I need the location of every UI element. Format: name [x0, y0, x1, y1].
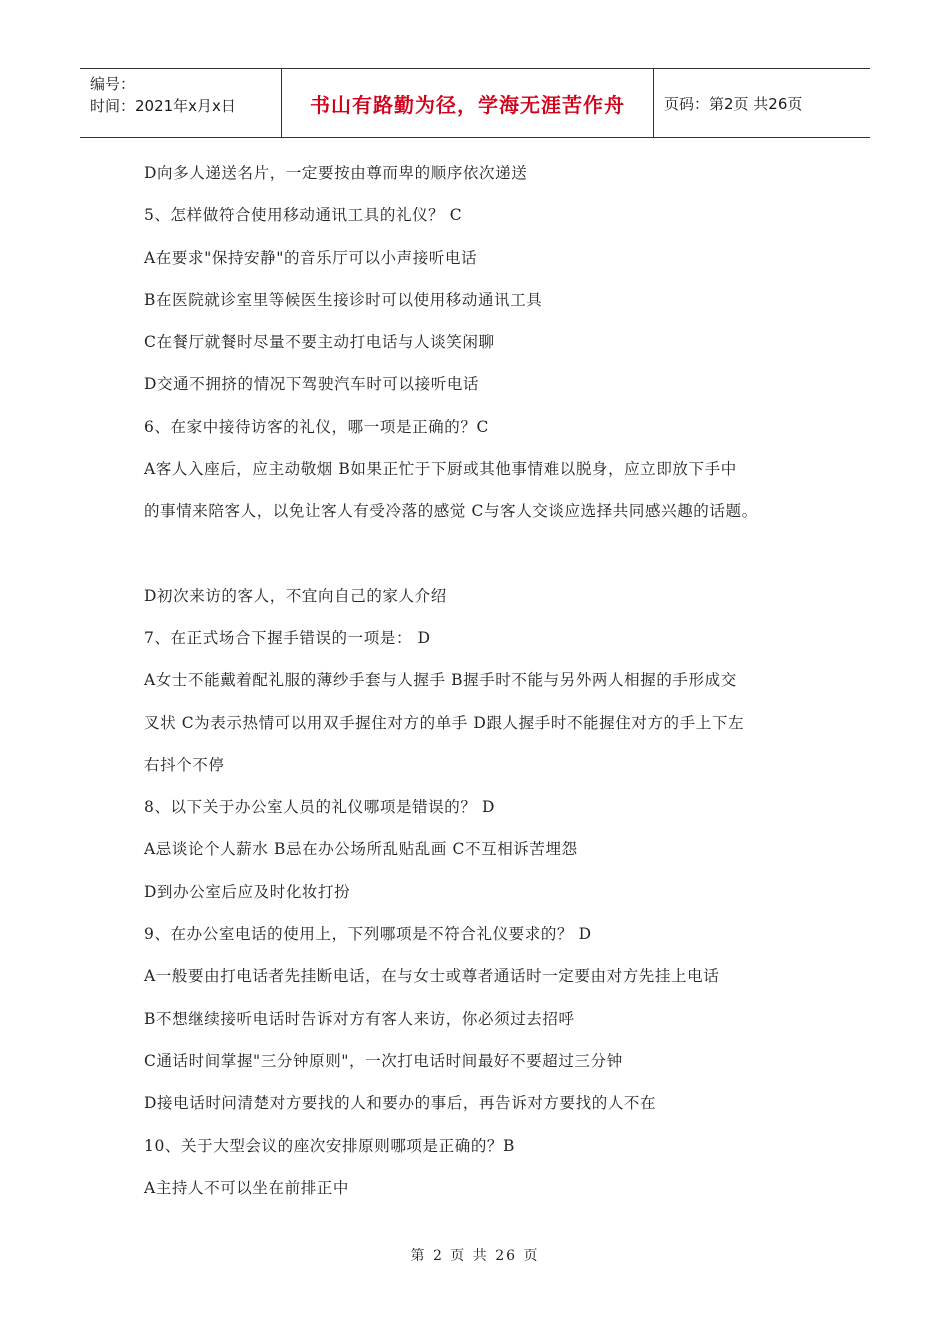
page-header [80, 68, 870, 138]
text-line: C通话时间掌握"三分钟原则"，一次打电话时间最好不要超过三分钟 [144, 1051, 623, 1070]
header-page-info-cell [654, 69, 870, 137]
document-body [144, 152, 824, 1209]
text-line: A主持人不可以坐在前排正中 [144, 1178, 349, 1197]
page-footer: 第 2 页 共 26 页 [410, 1248, 540, 1264]
text-line: A忌谈论个人薪水 B忌在办公场所乱贴乱画 C不互相诉苦埋怨 [144, 840, 578, 859]
time-label: 时间：2021年x月x日 [90, 97, 236, 115]
text-line: A在要求"保持安静"的音乐厅可以小声接听电话 [144, 248, 478, 267]
text-line: 叉状 C为表示热情可以用双手握住对方的单手 D跟人握手时不能握住对方的手上下左 [144, 713, 745, 732]
text-line: D交通不拥挤的情况下驾驶汽车时可以接听电话 [144, 375, 480, 394]
header-meta [80, 69, 282, 137]
text-line: A客人入座后，应主动敬烟 B如果正忙于下厨或其他事情难以脱身，应立即放下手中 [144, 460, 737, 479]
question-9: 9、在办公室电话的使用上，下列哪项是不符合礼仪要求的？ D [144, 925, 592, 944]
header-page-info: 页码：第2页 共26页 [664, 94, 803, 113]
text-line: B在医院就诊室里等候医生接诊时可以使用移动通讯工具 [144, 290, 543, 309]
question-5: 5、怎样做符合使用移动通讯工具的礼仪？ C [144, 206, 463, 225]
text-line: 右抖个不停 [144, 755, 225, 774]
text-line: D初次来访的客人，不宜向自己的家人介绍 [144, 586, 447, 605]
text-line: A一般要由打电话者先挂断电话，在与女士或尊者通话时一定要由对方先挂上电话 [144, 967, 720, 986]
text-line: 的事情来陪客人，以免让客人有受冷落的感觉 C与客人交谈应选择共同感兴趣的话题。 [144, 502, 758, 521]
text-line: C在餐厅就餐时尽量不要主动打电话与人谈笑闲聊 [144, 333, 495, 352]
text-line: B不想继续接听电话时告诉对方有客人来访，你必须过去招呼 [144, 1009, 575, 1028]
header-motto: 书山有路勤为径，学海无涯苦作舟 [310, 92, 625, 117]
header-motto-cell [282, 69, 654, 137]
text-line: D到办公室后应及时化妆打扮 [144, 882, 351, 901]
question-8: 8、以下关于办公室人员的礼仪哪项是错误的？ D [144, 798, 496, 817]
text-line: A女士不能戴着配礼服的薄纱手套与人握手 B握手时不能与另外两人相握的手形成交 [144, 671, 737, 690]
text-line: D接电话时问清楚对方要找的人和要办的事后，再告诉对方要找的人不在 [144, 1094, 657, 1113]
question-6: 6、在家中接待访客的礼仪，哪一项是正确的？C [144, 417, 489, 436]
serial-label: 编号： [90, 75, 136, 93]
text-line: D向多人递送名片，一定要按由尊而卑的顺序依次递送 [144, 164, 528, 182]
question-10: 10、关于大型会议的座次安排原则哪项是正确的？B [144, 1136, 516, 1155]
question-7: 7、在正式场合下握手错误的一项是： D [144, 628, 431, 647]
